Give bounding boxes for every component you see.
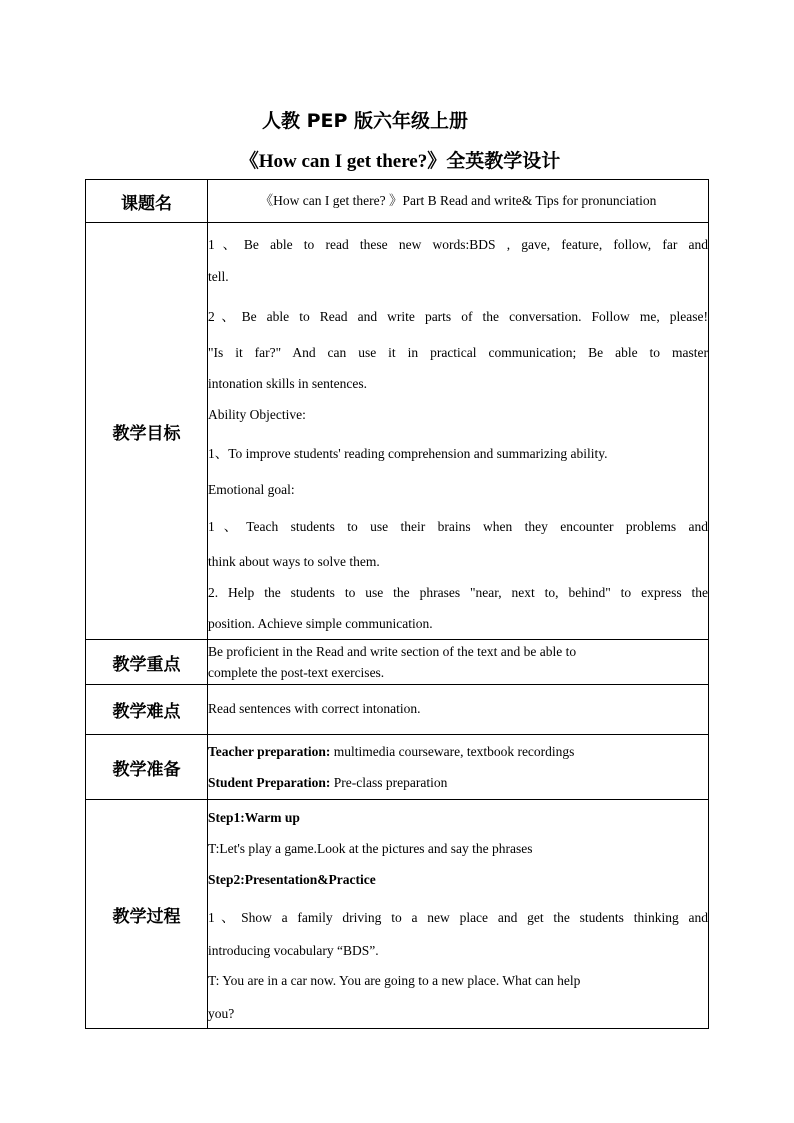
objectives-text: 1、Be able to read these new words:BDS , gave, feature, follow, far and tell. 2、Be able to Read and write parts of the conversation. Follow me, please! "Is it far?" And can use it in practical communication; Be able to master intonation skills in sentences. Ability Objective: 1、To improve students' reading comprehension and summarizing ability. Emotional goal: 1、Teach students to use their brains when they encounter problems and think about ways to solve them. 2. Help the students to use the phrases "near, next to, behind" to express the position. Achieve simple communication.: [208, 223, 709, 640]
row-difficulties: [86, 685, 709, 735]
row-topic: [86, 180, 709, 223]
document-title: 人教 PEP 版六年级上册: [261, 110, 469, 132]
row-process: [86, 800, 709, 1029]
preparation-text: Teacher preparation: multimedia courseware, textbook recordings Student Preparation: Pre-class preparation: [208, 735, 709, 800]
row-preparation: [86, 735, 709, 800]
row-label: 教学重点: [86, 640, 208, 685]
document-subtitle: 《How can I get there?》全英教学设计: [239, 151, 561, 172]
row-key-points: [86, 640, 709, 685]
difficulties-text: Read sentences with correct intonation.: [208, 685, 709, 735]
lesson-plan-table: [85, 179, 709, 1029]
row-label: 教学目标: [86, 223, 208, 640]
row-objectives: [86, 223, 709, 640]
row-label: 教学过程: [86, 800, 208, 1029]
process-text: Step1:Warm up T:Let's play a game.Look at the pictures and say the phrases Step2:Presentation&Practice 1、Show a family driving to a new place and get the students thinking and introducing vocabulary “BDS”. T: You are in a car now. You are going to a new place. What can help you?: [208, 800, 709, 1029]
key-points-text: Be proficient in the Read and write section of the text and be able to complete the post-text exercises.: [208, 640, 709, 685]
row-label: 教学难点: [86, 685, 208, 735]
row-label: 课题名: [86, 180, 208, 223]
row-label: 教学准备: [86, 735, 208, 800]
topic-text: 《How can I get there? 》Part B Read and write& Tips for pronunciation: [208, 180, 709, 223]
